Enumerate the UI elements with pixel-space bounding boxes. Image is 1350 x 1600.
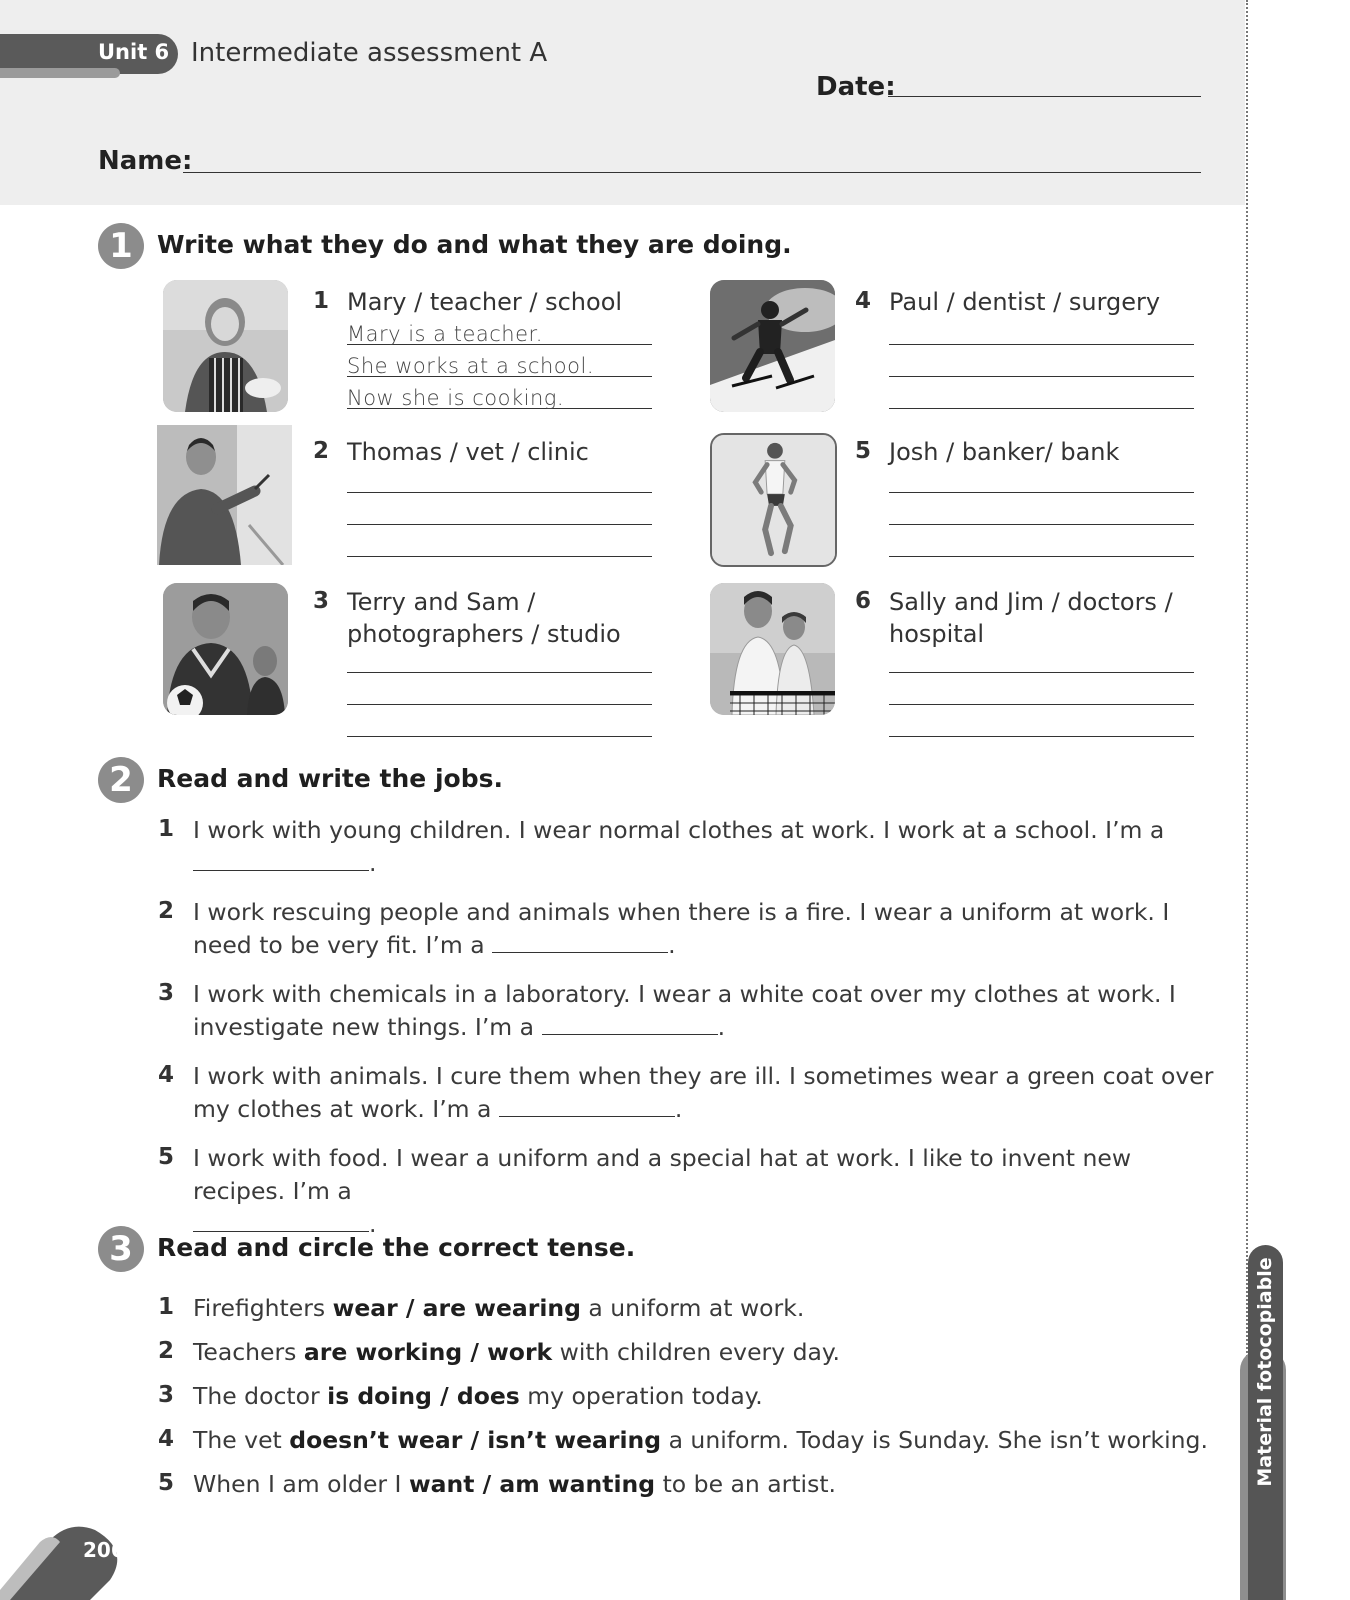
punctuation: . [369, 849, 377, 877]
answer-line[interactable] [347, 680, 652, 705]
date-field[interactable] [888, 70, 1201, 97]
page-title: Intermediate assessment A [191, 38, 548, 68]
question-number: 3 [158, 1382, 175, 1408]
sentence-start: The vet [193, 1426, 282, 1454]
photocopiable-label: Material fotocopiable [1254, 1257, 1276, 1487]
date-label: Date: [816, 72, 896, 102]
question-sentence: I work rescuing people and animals when there is a fire. I wear a uniform at work. I need to be very fit. I’m a [193, 898, 1170, 959]
name-field[interactable] [183, 146, 1201, 173]
question-number: 2 [158, 898, 175, 924]
photo-paul-skiing [710, 280, 835, 412]
question-sentence: I work with food. I wear a uniform and a special hat at work. I like to invent new recipes. I’m a [193, 1144, 1132, 1205]
answer-line[interactable] [347, 384, 652, 409]
handwritten-answer: Now she is cooking. [347, 386, 565, 410]
question-text [193, 1468, 1228, 1501]
exercise-1-item-number: 3 [313, 588, 330, 614]
sentence-end: my operation today. [527, 1382, 763, 1410]
section-1-title: Write what they do and what they are doing. [157, 230, 792, 259]
answer-blank[interactable] [499, 1094, 675, 1117]
question-sentence: I work with young children. I wear normal clothes at work. I work at a school. I’m a [193, 816, 1165, 844]
answer-line[interactable] [889, 500, 1194, 525]
sentence-end: with children every day. [559, 1338, 840, 1366]
tense-choice[interactable]: are working / work [303, 1338, 553, 1366]
sentence-end: a uniform. Today is Sunday. She isn’t working. [668, 1426, 1208, 1454]
tense-choice[interactable]: want / am wanting [408, 1470, 656, 1498]
exercise-1-item-prompt: Thomas / vet / clinic [347, 438, 589, 466]
section-2-title: Read and write the jobs. [157, 764, 503, 793]
answer-blank[interactable] [193, 848, 369, 871]
question-sentence: I work with animals. I cure them when they are ill. I sometimes wear a green coat over my clothes at work. I’m a [193, 1062, 1214, 1123]
answer-line[interactable] [347, 352, 652, 377]
punctuation: . [674, 1095, 683, 1123]
exercise-1-item-number: 4 [855, 288, 872, 314]
question-text [193, 814, 1228, 880]
question-text [193, 896, 1228, 962]
exercise-1-item-prompt: Josh / banker/ bank [889, 438, 1120, 466]
sentence-start: Teachers [193, 1338, 297, 1366]
answer-line[interactable] [889, 680, 1194, 705]
answer-line[interactable] [347, 648, 652, 673]
handwritten-answer: Mary is a teacher. [347, 322, 543, 346]
question-number: 2 [158, 1338, 175, 1364]
section-1-number: 1 [98, 223, 144, 269]
unit-label: Unit 6 [98, 40, 170, 64]
exercise-1-item-number: 5 [855, 438, 872, 464]
exercise-1-item-prompt: Mary / teacher / school [347, 288, 623, 316]
answer-line[interactable] [889, 712, 1194, 737]
answer-blank[interactable] [542, 1012, 718, 1035]
answer-line[interactable] [347, 712, 652, 737]
question-text [193, 1142, 1228, 1241]
answer-line[interactable] [889, 384, 1194, 409]
exercise-1-item-prompt: Paul / dentist / surgery [889, 288, 1161, 316]
tense-choice[interactable]: wear / are wearing [332, 1294, 581, 1322]
answer-blank[interactable] [492, 930, 668, 953]
section-3-number: 3 [98, 1226, 144, 1272]
answer-line[interactable] [347, 532, 652, 557]
question-text [193, 1292, 1228, 1325]
page-number: 206 [83, 1538, 125, 1562]
section-2-number: 2 [98, 757, 144, 803]
section-3-title: Read and circle the correct tense. [157, 1233, 636, 1262]
sentence-start: The doctor [193, 1382, 320, 1410]
answer-line[interactable] [889, 320, 1194, 345]
question-number: 4 [158, 1426, 175, 1452]
answer-line[interactable] [347, 500, 652, 525]
answer-blank[interactable] [193, 1209, 369, 1232]
tense-choice[interactable]: is doing / does [327, 1382, 520, 1410]
exercise-1-item-number: 2 [313, 438, 330, 464]
photo-terry-and-sam-footballers [163, 583, 288, 715]
question-text [193, 1424, 1228, 1457]
photo-thomas-painting [157, 425, 292, 565]
unit-tab-shadow [0, 68, 120, 78]
question-number: 1 [158, 816, 175, 842]
exercise-1-item-prompt: hospital [889, 620, 985, 648]
name-label: Name: [98, 146, 193, 176]
photo-josh-running [710, 433, 837, 567]
punctuation: . [668, 931, 676, 959]
question-text [193, 1060, 1228, 1126]
answer-line[interactable] [889, 468, 1194, 493]
photo-mary-cooking [163, 280, 288, 412]
question-number: 5 [158, 1470, 175, 1496]
sentence-start: Firefighters [193, 1294, 326, 1322]
answer-line[interactable] [347, 468, 652, 493]
question-number: 5 [158, 1144, 175, 1170]
answer-line[interactable] [889, 352, 1194, 377]
sentence-start: When I am older I [193, 1470, 402, 1498]
question-number: 4 [158, 1062, 175, 1088]
question-sentence: I work with chemicals in a laboratory. I wear a white coat over my clothes at work. I investigate new things. I’m a [193, 980, 1176, 1041]
answer-line[interactable] [889, 532, 1194, 557]
question-number: 3 [158, 980, 175, 1006]
exercise-1-item-prompt: Terry and Sam / [347, 588, 536, 616]
question-text [193, 978, 1228, 1044]
photo-sally-and-jim-tennis [710, 583, 835, 715]
punctuation: . [717, 1013, 726, 1041]
question-text [193, 1336, 1228, 1369]
tense-choice[interactable]: doesn’t wear / isn’t wearing [289, 1426, 662, 1454]
answer-line[interactable] [347, 320, 652, 345]
exercise-1-item-prompt: photographers / studio [347, 620, 621, 648]
question-number: 1 [158, 1294, 175, 1320]
question-text [193, 1380, 1228, 1413]
punctuation: . [369, 1210, 377, 1238]
answer-line[interactable] [889, 648, 1194, 673]
exercise-1-item-prompt: Sally and Jim / doctors / [889, 588, 1173, 616]
sentence-end: to be an artist. [662, 1470, 836, 1498]
sentence-end: a uniform at work. [588, 1294, 805, 1322]
handwritten-answer: She works at a school. [347, 354, 594, 378]
exercise-1-item-number: 6 [855, 588, 872, 614]
exercise-1-item-number: 1 [313, 288, 330, 314]
